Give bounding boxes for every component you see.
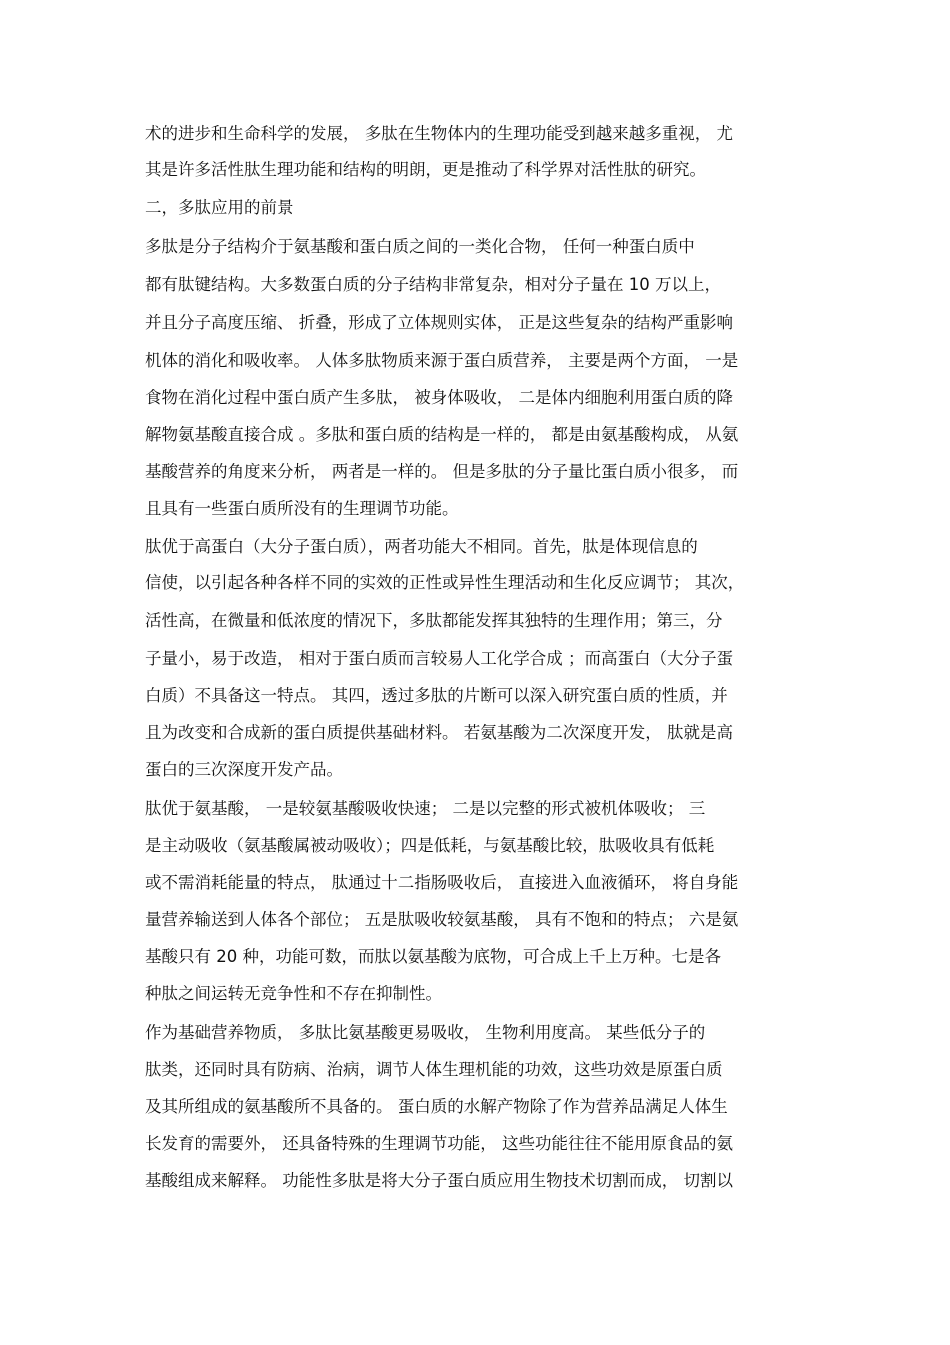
text-line: 是主动吸收（氨基酸属被动吸收）；四是低耗，与氨基酸比较，肽吸收具有低耗 <box>145 836 715 855</box>
text-line: 基酸只有 20 种，功能可数，而肽以氨基酸为底物，可合成上千上万种。七是各 <box>145 947 721 966</box>
text-line: 肽优于高蛋白（大分子蛋白质），两者功能大不相同。首先，肽是体现信息的 <box>145 537 698 556</box>
text-line: 活性高，在微量和低浓度的情况下，多肽都能发挥其独特的生理作用；第三，分 <box>145 611 723 630</box>
text-line: 且具有一些蛋白质所没有的生理调节功能。 <box>145 499 459 518</box>
text-line: 白质）不具备这一特点。 其四，透过多肽的片断可以深入研究蛋白质的性质，并 <box>145 686 728 705</box>
text-line: 解物氨基酸直接合成 。多肽和蛋白质的结构是一样的， 都是由氨基酸构成， 从氨 <box>145 425 739 444</box>
text-line: 或不需消耗能量的特点， 肽通过十二指肠吸收后， 直接进入血液循环， 将自身能 <box>145 873 739 892</box>
text-line: 量营养输送到人体各个部位； 五是肽吸收较氨基酸， 具有不饱和的特点； 六是氨 <box>145 910 739 929</box>
section-heading: 二，多肽应用的前景 <box>145 198 294 217</box>
text-line: 都有肽键结构。大多数蛋白质的分子结构非常复杂，相对分子量在 10 万以上， <box>145 275 721 294</box>
text-line: 肽类，还同时具有防病、治病，调节人体生理机能的功效，这些功效是原蛋白质 <box>145 1060 723 1079</box>
text-line: 蛋白的三次深度开发产品。 <box>145 760 343 779</box>
text-line: 食物在消化过程中蛋白质产生多肽， 被身体吸收， 二是体内细胞利用蛋白质的降 <box>145 388 733 407</box>
text-line: 信使，以引起各种各样不同的实效的正性或异性生理活动和生化反应调节； 其次， <box>145 573 745 592</box>
text-line: 机体的消化和吸收率。 人体多肽物质来源于蛋白质营养， 主要是两个方面， 一是 <box>145 351 739 370</box>
text-line: 基酸营养的角度来分析， 两者是一样的。 但是多肽的分子量比蛋白质小很多， 而 <box>145 462 739 481</box>
text-line: 多肽是分子结构介于氨基酸和蛋白质之间的一类化合物， 任何一种蛋白质中 <box>145 237 695 256</box>
text-line: 肽优于氨基酸， 一是较氨基酸吸收快速； 二是以完整的形式被机体吸收； 三 <box>145 799 706 818</box>
text-line: 作为基础营养物质， 多肽比氨基酸更易吸收， 生物利用度高。 某些低分子的 <box>145 1023 706 1042</box>
text-line: 且为改变和合成新的蛋白质提供基础材料。 若氨基酸为二次深度开发， 肽就是高 <box>145 723 733 742</box>
text-line: 及其所组成的氨基酸所不具备的。 蛋白质的水解产物除了作为营养品满足人体生 <box>145 1097 728 1116</box>
text-line: 子量小，易于改造， 相对于蛋白质而言较易人工化学合成 ；而高蛋白（大分子蛋 <box>145 649 733 668</box>
text-line: 并且分子高度压缩、 折叠，形成了立体规则实体， 正是这些复杂的结构严重影响 <box>145 313 733 332</box>
text-line: 其是许多活性肽生理功能和结构的明朗，更是推动了科学界对活性肽的研究。 <box>145 160 706 179</box>
text-line: 基酸组成来解释。 功能性多肽是将大分子蛋白质应用生物技术切割而成， 切割以 <box>145 1171 733 1190</box>
text-line: 长发育的需要外， 还具备特殊的生理调节功能， 这些功能往往不能用原食品的氨 <box>145 1134 733 1153</box>
text-line: 种肽之间运转无竞争性和不存在抑制性。 <box>145 984 442 1003</box>
text-line: 术的进步和生命科学的发展， 多肽在生物体内的生理功能受到越来越多重视， 尤 <box>145 124 733 143</box>
